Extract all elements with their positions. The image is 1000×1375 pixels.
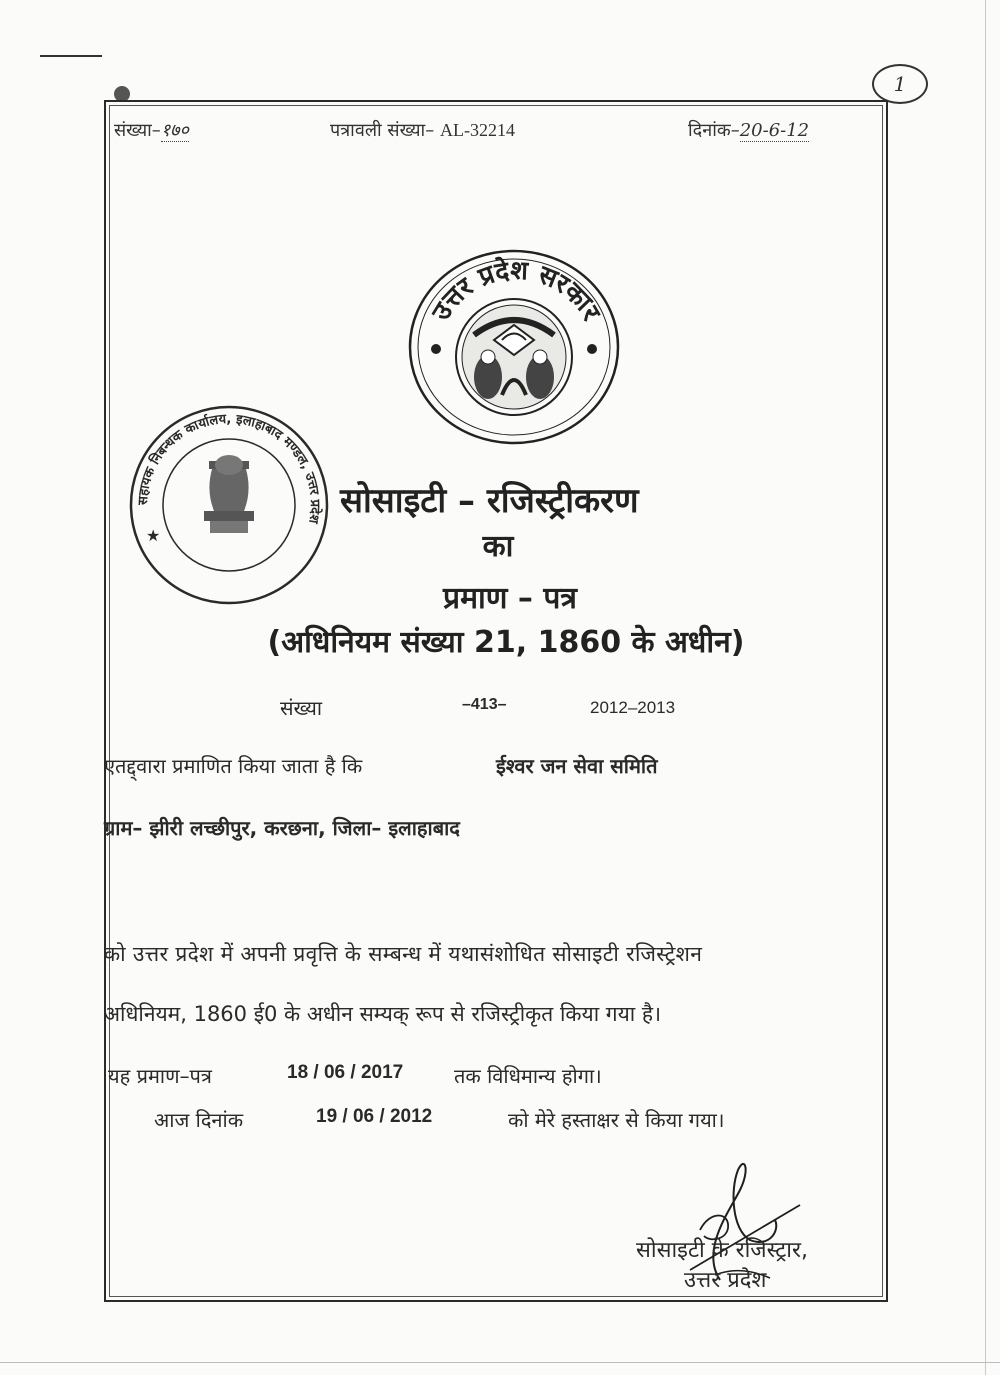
signatory-title: सोसाइटी के रजिस्ट्रार,	[636, 1238, 808, 1263]
up-government-emblem	[404, 245, 624, 445]
patravali-label: पत्रावली संख्या–	[330, 120, 435, 141]
scan-edge-mark	[40, 55, 102, 57]
svg-text:उत्तर प्रदेश सरकार: उत्तर प्रदेश सरकार	[426, 255, 606, 326]
body-text-line-1: को उत्तर प्रदेश में अपनी प्रवृत्ति के सम्बन्ध में यथासंशोधित सोसाइटी रजिस्ट्रेशन	[104, 942, 703, 966]
registration-number-label: संख्या	[280, 696, 322, 720]
issued-suffix: को मेरे हस्ताक्षर से किया गया।	[508, 1108, 725, 1132]
registration-year: 2012–2013	[590, 698, 676, 717]
validity-date: 18 / 06 / 2017	[287, 1062, 404, 1083]
issued-label: आज दिनांक	[154, 1108, 244, 1132]
svg-text:सहायक निबन्धक कार्यालय, इलाहाब: सहायक निबन्धक कार्यालय, इलाहाबाद मण्डल, उत्तर प्रदेश	[135, 411, 323, 525]
dinank-value: 20-6-12	[739, 120, 810, 141]
title-act-reference: (अधिनियम संख्या 21, 1860 के अधीन)	[267, 625, 745, 660]
society-name: ईश्वर जन सेवा समिति	[496, 754, 658, 778]
validity-suffix: तक विधिमान्य होगा।	[454, 1064, 602, 1088]
assistant-registrar-seal	[124, 403, 334, 608]
svg-text:★: ★	[146, 526, 161, 545]
scan-edge-bottom	[0, 1362, 1000, 1363]
header-sankhya	[114, 118, 189, 142]
title-society-registration: सोसाइटी – रजिस्ट्रीकरण	[340, 481, 639, 521]
title-ka: का	[482, 529, 514, 564]
registration-number: –413–	[462, 696, 507, 713]
header-dinank	[688, 118, 809, 142]
patravali-value: AL-32214	[439, 120, 515, 140]
sankhya-label: संख्या–	[114, 120, 161, 141]
dinank-label: दिनांक–	[688, 120, 740, 141]
certify-text: एतद्द्वारा प्रमाणित किया जाता है कि	[104, 754, 363, 778]
folio-mark: 1	[872, 64, 928, 104]
title-certificate: प्रमाण – पत्र	[443, 581, 577, 616]
body-text-line-2: अधिनियम, 1860 ई0 के अधीन सम्यक् रूप से रजिस्ट्रीकृत किया गया है।	[104, 1002, 662, 1026]
society-address: ग्राम– झीरी लच्छीपुर, करछना, जिला– इलाहाबाद	[104, 816, 460, 840]
sankhya-value: १७०	[160, 120, 189, 141]
issued-date: 19 / 06 / 2012	[316, 1106, 433, 1127]
validity-label: यह प्रमाण–पत्र	[108, 1064, 212, 1088]
scan-edge-right	[985, 0, 986, 1375]
header-patravali	[330, 118, 515, 142]
signatory-state: उत्तर प्रदेश	[684, 1268, 767, 1293]
